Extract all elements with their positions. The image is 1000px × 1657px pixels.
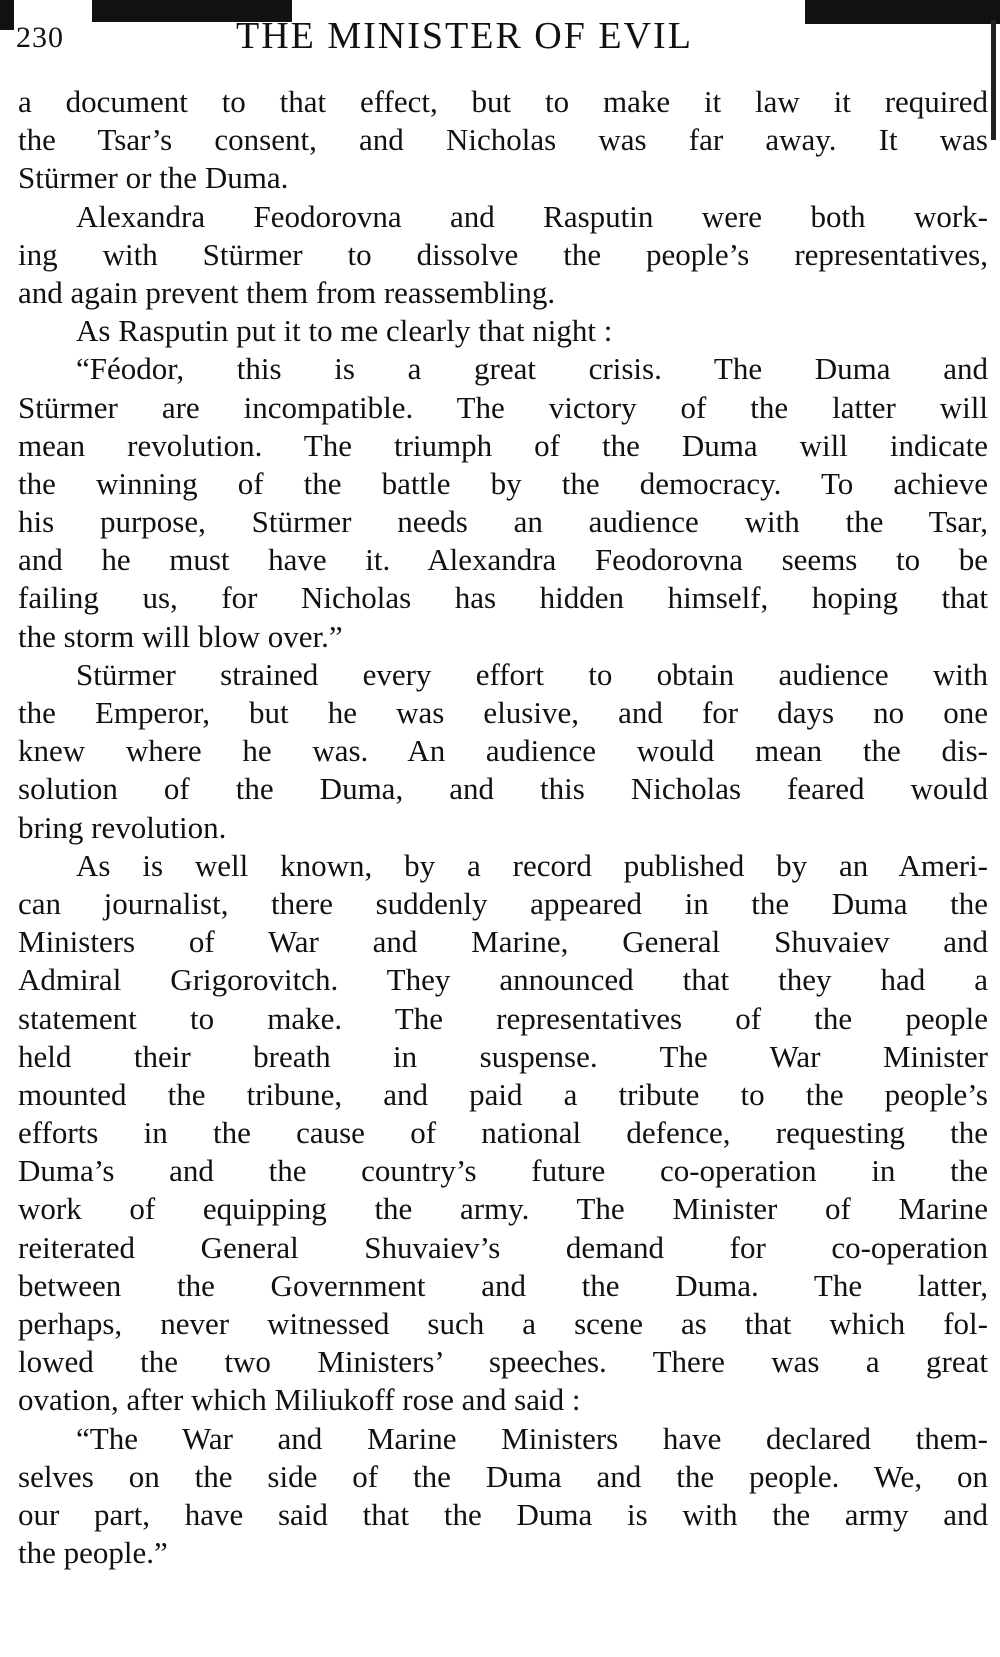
text-line: reiterated General Shuvaiev’s demand for co-operation xyxy=(18,1229,988,1265)
text-line: Admiral Grigorovitch. They announced that they had a xyxy=(18,962,988,998)
text-line: the Emperor, but he was elusive, and for days no one xyxy=(18,695,988,730)
text-line: Stürmer or the Duma. xyxy=(18,160,289,196)
text-line: mounted the tribune, and paid a tribute to the people’s xyxy=(18,1076,988,1112)
text-line: selves on the side of the Duma and the people. We, on xyxy=(18,1458,988,1494)
scan-artifact-top-right xyxy=(805,0,1000,24)
text-line: Alexandra Feodorovna and Rasputin were both work- xyxy=(76,198,988,234)
running-head: THE MINISTER OF EVIL xyxy=(236,15,693,57)
text-line: Duma’s and the country’s future co-operation in the xyxy=(18,1153,988,1189)
page-header xyxy=(0,0,1000,64)
text-line: statement to make. The representatives of the people xyxy=(18,1000,988,1036)
text-line: the people.” xyxy=(18,1535,168,1571)
text-line: efforts in the cause of national defence, requesting the xyxy=(18,1115,988,1151)
text-line: the winning of the battle by the democracy. To achieve xyxy=(18,465,988,501)
text-line: failing us, for Nicholas has hidden himself, hoping that xyxy=(18,580,988,616)
scan-artifact-left xyxy=(0,0,14,30)
text-line: can journalist, there suddenly appeared in the Duma the xyxy=(18,885,988,921)
text-line: Ministers of War and Marine, General Shuvaiev and xyxy=(18,924,988,960)
text-line: lowed the two Ministers’ speeches. There was a great xyxy=(18,1344,988,1380)
text-line: mean revolution. The triumph of the Duma will indicate xyxy=(18,427,988,463)
text-line: ovation, after which Miliukoff rose and said : xyxy=(18,1382,581,1418)
text-line: his purpose, Stürmer needs an audience with the Tsar, xyxy=(18,504,988,540)
text-line: solution of the Duma, and this Nicholas feared would xyxy=(18,771,988,807)
text-line: As is well known, by a record published by an Ameri- xyxy=(76,847,988,883)
text-line: the storm will blow over.” xyxy=(18,618,343,654)
text-line: the Tsar’s consent, and Nicholas was far away. It was xyxy=(18,122,988,158)
text-line: and he must have it. Alexandra Feodorovna seems to be xyxy=(18,542,988,578)
text-line: held their breath in suspense. The War Minister xyxy=(18,1038,988,1074)
text-line: As Rasputin put it to me clearly that night : xyxy=(76,313,613,349)
text-line: our part, have said that the Duma is with the army and xyxy=(18,1496,988,1532)
text-line: ing with Stürmer to dissolve the people’s representatives, xyxy=(18,236,988,272)
body-text xyxy=(18,83,988,1572)
scan-artifact-right-edge xyxy=(991,20,996,140)
text-line: work of equipping the army. The Minister of Marine xyxy=(18,1191,988,1227)
text-line: “The War and Marine Ministers have declared them- xyxy=(76,1420,988,1456)
text-line: and again prevent them from reassembling. xyxy=(18,274,556,310)
text-line: Stürmer are incompatible. The victory of the latter will xyxy=(18,389,988,425)
text-line: knew where he was. An audience would mean the dis- xyxy=(18,733,988,769)
text-line: Stürmer strained every effort to obtain audience with xyxy=(76,656,988,692)
text-line: perhaps, never witnessed such a scene as that which fol- xyxy=(18,1306,988,1341)
text-line: bring revolution. xyxy=(18,809,227,845)
page-number: 230 xyxy=(16,21,64,54)
text-line: a document to that effect, but to make it law it required xyxy=(18,84,988,119)
text-line: between the Government and the Duma. The latter, xyxy=(18,1267,988,1303)
text-line: “Féodor, this is a great crisis. The Duma and xyxy=(76,351,988,387)
